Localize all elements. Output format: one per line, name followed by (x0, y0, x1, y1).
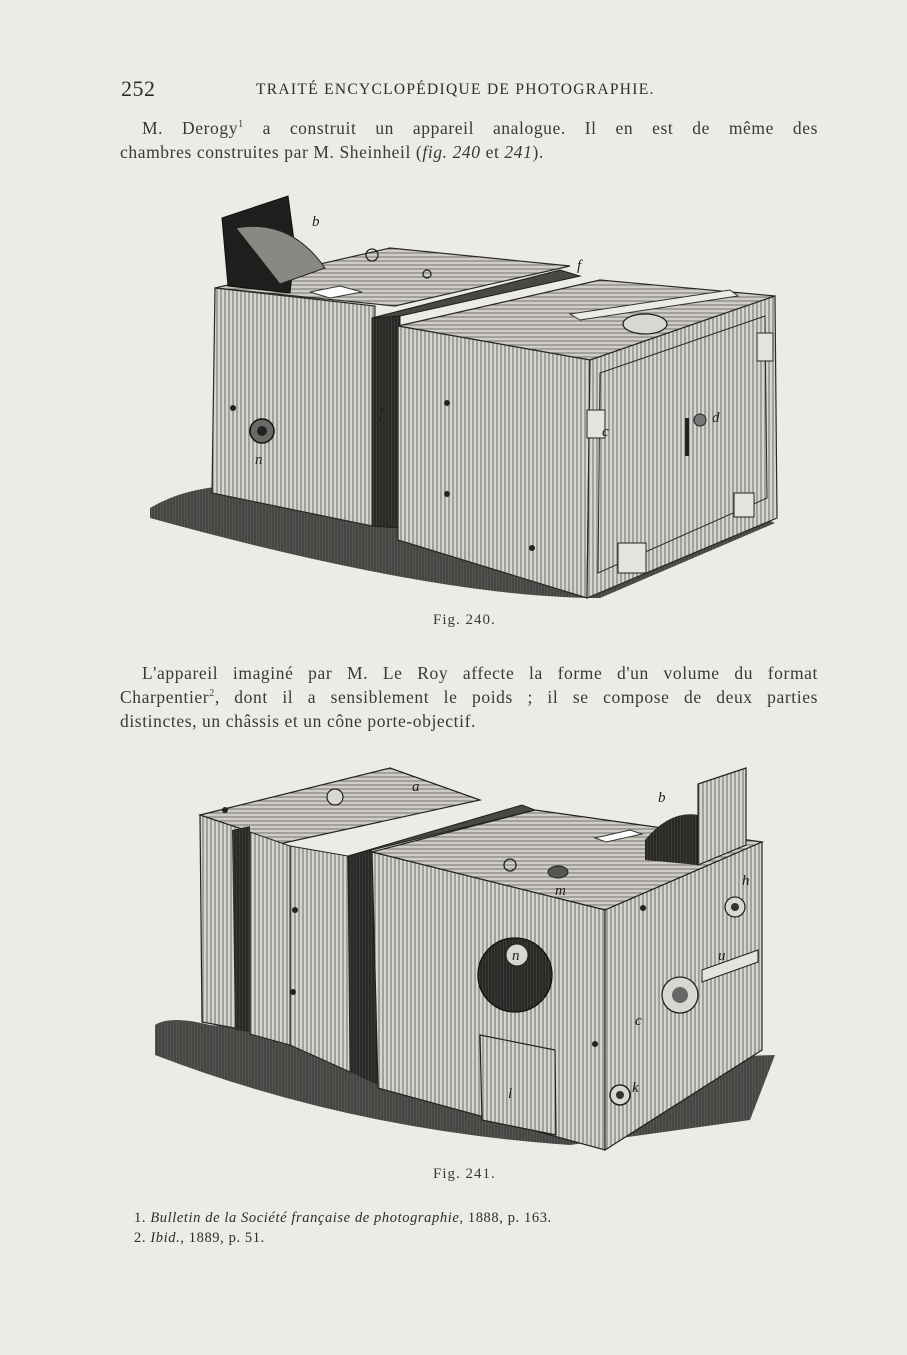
figure-label: d (712, 410, 720, 426)
running-title: TRAITÉ ENCYCLOPÉDIQUE DE PHOTOGRAPHIE. (256, 81, 655, 98)
paragraph-line: L'appareil imaginé par M. Le Roy affecte la forme d'un volume du format (142, 663, 818, 683)
camera-engraving-241 (150, 760, 780, 1160)
footnote-ref-1: 1 (238, 119, 244, 131)
figure-240-engraving (140, 188, 790, 608)
paragraph-line: chambres construites par M. Sheinheil (fig. 240 et 241). (120, 142, 544, 162)
figure-label: k (632, 1080, 639, 1096)
footnotes (134, 1208, 552, 1248)
page-number: 252 (121, 76, 156, 101)
footnote-2: 2. Ibid., 1889, p. 51. (134, 1230, 265, 1246)
figure-label: b (658, 790, 666, 806)
figure-label: u (718, 948, 726, 964)
figure-label: b (312, 214, 320, 230)
figure-label: a (412, 779, 420, 795)
footnote-source: Bulletin de la Société française de photographie (150, 1210, 460, 1226)
camera-engraving-240 (140, 188, 790, 608)
running-head (118, 76, 818, 102)
figure-label: c (635, 1013, 642, 1029)
figure-label: f (379, 406, 384, 422)
figure-label: n (255, 452, 263, 468)
figure-ref-240: fig. 240 (422, 142, 481, 162)
figure-241-caption: Fig. 241. (433, 1166, 496, 1182)
paragraph-le-roy (120, 661, 818, 733)
figure-ref-241: 241 (504, 142, 533, 162)
paragraph-line: distinctes, un châssis et un cône porte-objectif. (120, 711, 476, 731)
figure-label: m (555, 883, 566, 899)
figure-label: c (602, 424, 609, 440)
figure-label: l (508, 1086, 513, 1102)
figure-240-caption: Fig. 240. (433, 612, 496, 628)
figure-241-engraving (150, 760, 780, 1160)
footnote-ref-2: 2 (209, 688, 215, 700)
footnote-1: 1. Bulletin de la Société française de photographie, 1888, p. 163. (134, 1210, 552, 1226)
footnote-source: Ibid. (150, 1230, 181, 1246)
figure-label: n (512, 948, 520, 964)
paragraph-derogy (120, 116, 818, 164)
paragraph-line: Charpentier$^2$, dont il a sensiblement le poids ; il se compose de deux parties (120, 687, 818, 707)
figure-label: f (577, 258, 582, 274)
paragraph-line: M. Derogy$^1$ a construit un appareil analogue. Il en est de même des (142, 118, 818, 138)
figure-label: h (742, 873, 750, 889)
